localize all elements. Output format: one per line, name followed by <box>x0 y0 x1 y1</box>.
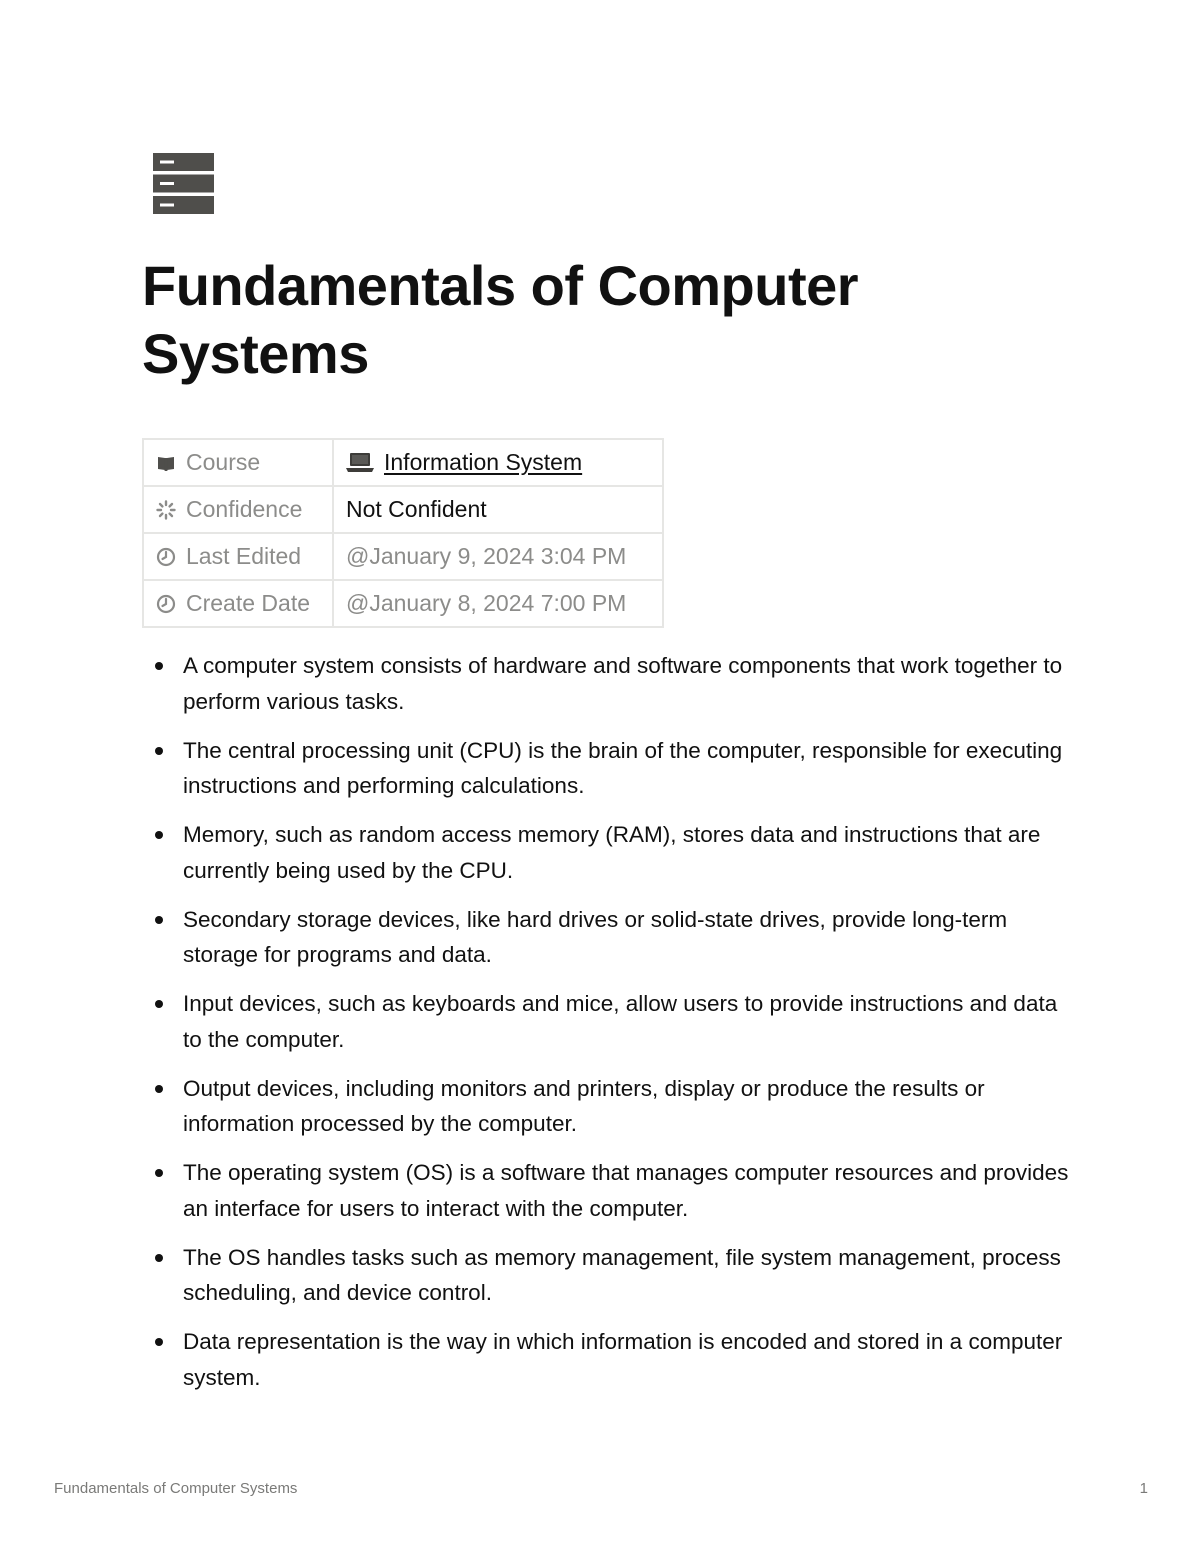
loading-spinner-icon <box>156 500 176 520</box>
list-item-text: Output devices, including monitors and printers, display or produce the results or information processed by the computer. <box>183 1075 985 1136</box>
property-name-cell[interactable] <box>143 439 333 486</box>
last-edited-value: @January 9, 2024 3:04 PM <box>346 543 627 569</box>
property-label-create-date: Create Date <box>186 590 311 616</box>
property-label-last-edited: Last Edited <box>186 543 302 569</box>
create-date-value: @January 8, 2024 7:00 PM <box>346 590 627 616</box>
bullet-list <box>152 648 1072 1409</box>
list-item <box>152 1324 1072 1395</box>
list-item <box>152 902 1072 973</box>
clock-icon <box>156 547 176 567</box>
bullet-dot <box>155 1338 163 1346</box>
property-value-cell <box>333 580 663 627</box>
page-title: Fundamentals of Computer Systems <box>142 254 859 385</box>
bullet-dot <box>155 831 163 839</box>
bullet-dot <box>155 747 163 755</box>
bullet-dot <box>155 1000 163 1008</box>
list-item-text: Data representation is the way in which information is encoded and stored in a computer system. <box>183 1329 1063 1390</box>
property-name-cell[interactable] <box>143 486 333 533</box>
course-link[interactable]: Information System <box>384 449 583 475</box>
confidence-value[interactable]: Not Confident <box>346 496 487 522</box>
list-item-text: Memory, such as random access memory (RAM), stores data and instructions that are currently being used by the CPU. <box>183 822 1041 883</box>
property-value-cell <box>333 533 663 580</box>
property-name-cell[interactable] <box>143 580 333 627</box>
property-name-cell[interactable] <box>143 533 333 580</box>
footer-page-number: 1 <box>1139 1480 1148 1497</box>
property-label-course: Course <box>186 449 261 475</box>
property-row-course <box>143 439 663 486</box>
bullet-dot <box>155 916 163 924</box>
list-item <box>152 1240 1072 1311</box>
properties-table <box>142 438 664 628</box>
server-rack-icon <box>153 153 214 214</box>
list-item-text: The OS handles tasks such as memory management, file system management, process scheduling, and device control. <box>183 1244 1061 1305</box>
property-value-cell <box>333 439 663 486</box>
bullet-dot <box>155 662 163 670</box>
footer-title: Fundamentals of Computer Systems <box>54 1480 298 1497</box>
property-row-create-date <box>143 580 663 627</box>
bullet-dot <box>155 1169 163 1177</box>
list-item <box>152 1155 1072 1226</box>
property-value-cell <box>333 486 663 533</box>
list-item <box>152 986 1072 1057</box>
list-item-text: Input devices, such as keyboards and mice, allow users to provide instructions and data to the computer. <box>183 991 1058 1052</box>
laptop-icon <box>346 451 374 473</box>
bullet-dot <box>155 1254 163 1262</box>
list-item <box>152 817 1072 888</box>
book-icon <box>156 453 176 473</box>
property-label-confidence: Confidence <box>186 496 303 522</box>
list-item <box>152 733 1072 804</box>
list-item-text: Secondary storage devices, like hard drives or solid-state drives, provide long-term storage for programs and data. <box>183 906 1008 967</box>
list-item-text: The operating system (OS) is a software that manages computer resources and provides an interface for users to interact with the computer. <box>183 1160 1069 1221</box>
list-item-text: A computer system consists of hardware and software components that work together to perform various tasks. <box>183 653 1063 714</box>
list-item-text: The central processing unit (CPU) is the brain of the computer, responsible for executing instructions and performing calculations. <box>183 737 1063 798</box>
property-row-last-edited <box>143 533 663 580</box>
list-item <box>152 1071 1072 1142</box>
clock-icon <box>156 594 176 614</box>
bullet-dot <box>155 1085 163 1093</box>
list-item <box>152 648 1072 719</box>
property-row-confidence <box>143 486 663 533</box>
